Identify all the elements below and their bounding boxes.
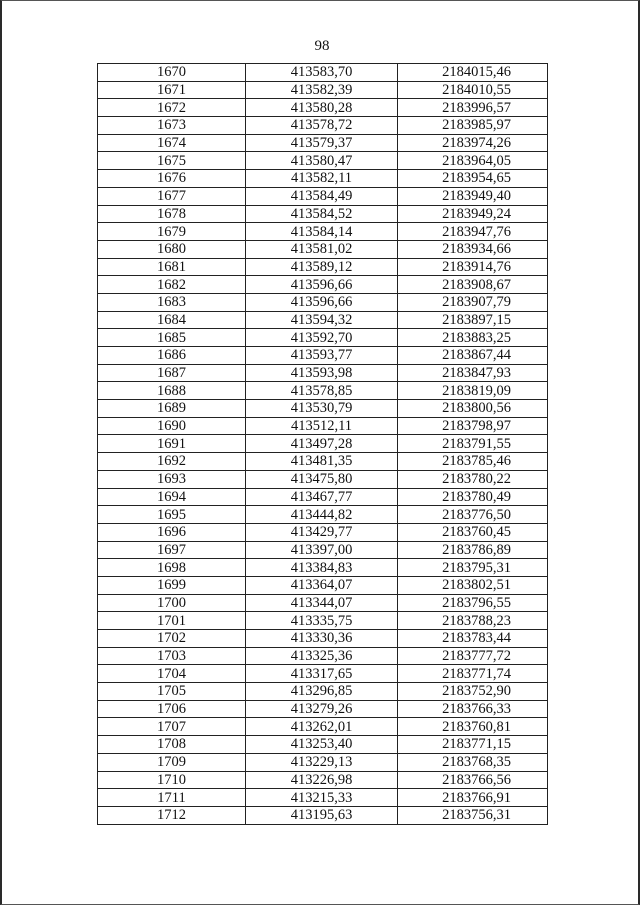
point-number-cell: 1701 bbox=[98, 612, 246, 630]
x-coordinate-cell: 413317,65 bbox=[246, 665, 398, 683]
y-coordinate-cell: 2183800,56 bbox=[398, 400, 548, 418]
x-coordinate-cell: 413582,11 bbox=[246, 170, 398, 188]
point-number-cell: 1703 bbox=[98, 647, 246, 665]
point-number-cell: 1677 bbox=[98, 187, 246, 205]
y-coordinate-cell: 2183974,26 bbox=[398, 134, 548, 152]
table-row bbox=[98, 64, 548, 82]
point-number-cell: 1681 bbox=[98, 258, 246, 276]
x-coordinate-cell: 413596,66 bbox=[246, 293, 398, 311]
point-number-cell: 1675 bbox=[98, 152, 246, 170]
x-coordinate-cell: 413593,77 bbox=[246, 347, 398, 365]
y-coordinate-cell: 2183766,91 bbox=[398, 789, 548, 807]
table-row bbox=[98, 612, 548, 630]
x-coordinate-cell: 413279,26 bbox=[246, 700, 398, 718]
x-coordinate-cell: 413584,52 bbox=[246, 205, 398, 223]
y-coordinate-cell: 2183760,45 bbox=[398, 523, 548, 541]
x-coordinate-cell: 413594,32 bbox=[246, 311, 398, 329]
table-row bbox=[98, 134, 548, 152]
x-coordinate-cell: 413384,83 bbox=[246, 559, 398, 577]
x-coordinate-cell: 413364,07 bbox=[246, 576, 398, 594]
x-coordinate-cell: 413229,13 bbox=[246, 753, 398, 771]
coordinates-table-body bbox=[98, 64, 548, 825]
point-number-cell: 1672 bbox=[98, 99, 246, 117]
x-coordinate-cell: 413467,77 bbox=[246, 488, 398, 506]
table-row bbox=[98, 718, 548, 736]
point-number-cell: 1695 bbox=[98, 506, 246, 524]
point-number-cell: 1706 bbox=[98, 700, 246, 718]
point-number-cell: 1712 bbox=[98, 806, 246, 824]
table-row bbox=[98, 594, 548, 612]
x-coordinate-cell: 413579,37 bbox=[246, 134, 398, 152]
y-coordinate-cell: 2183771,74 bbox=[398, 665, 548, 683]
x-coordinate-cell: 413344,07 bbox=[246, 594, 398, 612]
table-row bbox=[98, 417, 548, 435]
y-coordinate-cell: 2183796,55 bbox=[398, 594, 548, 612]
point-number-cell: 1670 bbox=[98, 64, 246, 82]
point-number-cell: 1700 bbox=[98, 594, 246, 612]
table-row bbox=[98, 293, 548, 311]
table-row bbox=[98, 453, 548, 471]
x-coordinate-cell: 413582,39 bbox=[246, 81, 398, 99]
point-number-cell: 1709 bbox=[98, 753, 246, 771]
point-number-cell: 1685 bbox=[98, 329, 246, 347]
y-coordinate-cell: 2183788,23 bbox=[398, 612, 548, 630]
y-coordinate-cell: 2183949,24 bbox=[398, 205, 548, 223]
x-coordinate-cell: 413325,36 bbox=[246, 647, 398, 665]
point-number-cell: 1699 bbox=[98, 576, 246, 594]
point-number-cell: 1683 bbox=[98, 293, 246, 311]
table-row bbox=[98, 347, 548, 365]
x-coordinate-cell: 413429,77 bbox=[246, 523, 398, 541]
x-coordinate-cell: 413226,98 bbox=[246, 771, 398, 789]
table-row bbox=[98, 665, 548, 683]
table-row bbox=[98, 506, 548, 524]
table-row bbox=[98, 630, 548, 648]
table-row bbox=[98, 488, 548, 506]
table-row bbox=[98, 329, 548, 347]
y-coordinate-cell: 2184010,55 bbox=[398, 81, 548, 99]
y-coordinate-cell: 2183954,65 bbox=[398, 170, 548, 188]
y-coordinate-cell: 2183908,67 bbox=[398, 276, 548, 294]
x-coordinate-cell: 413581,02 bbox=[246, 240, 398, 258]
point-number-cell: 1676 bbox=[98, 170, 246, 188]
x-coordinate-cell: 413397,00 bbox=[246, 541, 398, 559]
x-coordinate-cell: 413444,82 bbox=[246, 506, 398, 524]
point-number-cell: 1687 bbox=[98, 364, 246, 382]
x-coordinate-cell: 413578,72 bbox=[246, 117, 398, 135]
table-row bbox=[98, 435, 548, 453]
table-row bbox=[98, 258, 548, 276]
y-coordinate-cell: 2183780,22 bbox=[398, 470, 548, 488]
table-row bbox=[98, 700, 548, 718]
y-coordinate-cell: 2183777,72 bbox=[398, 647, 548, 665]
point-number-cell: 1686 bbox=[98, 347, 246, 365]
table-row bbox=[98, 187, 548, 205]
point-number-cell: 1708 bbox=[98, 736, 246, 754]
y-coordinate-cell: 2183771,15 bbox=[398, 736, 548, 754]
point-number-cell: 1684 bbox=[98, 311, 246, 329]
x-coordinate-cell: 413592,70 bbox=[246, 329, 398, 347]
point-number-cell: 1702 bbox=[98, 630, 246, 648]
x-coordinate-cell: 413497,28 bbox=[246, 435, 398, 453]
point-number-cell: 1688 bbox=[98, 382, 246, 400]
table-row bbox=[98, 81, 548, 99]
x-coordinate-cell: 413253,40 bbox=[246, 736, 398, 754]
x-coordinate-cell: 413584,49 bbox=[246, 187, 398, 205]
x-coordinate-cell: 413215,33 bbox=[246, 789, 398, 807]
table-row bbox=[98, 470, 548, 488]
point-number-cell: 1671 bbox=[98, 81, 246, 99]
y-coordinate-cell: 2183883,25 bbox=[398, 329, 548, 347]
x-coordinate-cell: 413335,75 bbox=[246, 612, 398, 630]
y-coordinate-cell: 2183752,90 bbox=[398, 683, 548, 701]
table-row bbox=[98, 205, 548, 223]
y-coordinate-cell: 2183783,44 bbox=[398, 630, 548, 648]
table-row bbox=[98, 541, 548, 559]
x-coordinate-cell: 413583,70 bbox=[246, 64, 398, 82]
table-row bbox=[98, 99, 548, 117]
y-coordinate-cell: 2184015,46 bbox=[398, 64, 548, 82]
table-row bbox=[98, 753, 548, 771]
y-coordinate-cell: 2183791,55 bbox=[398, 435, 548, 453]
y-coordinate-cell: 2183847,93 bbox=[398, 364, 548, 382]
point-number-cell: 1689 bbox=[98, 400, 246, 418]
point-number-cell: 1704 bbox=[98, 665, 246, 683]
x-coordinate-cell: 413512,11 bbox=[246, 417, 398, 435]
y-coordinate-cell: 2183996,57 bbox=[398, 99, 548, 117]
y-coordinate-cell: 2183897,15 bbox=[398, 311, 548, 329]
coordinates-table bbox=[97, 63, 548, 825]
page-number: 98 bbox=[314, 38, 330, 54]
table-row bbox=[98, 311, 548, 329]
x-coordinate-cell: 413481,35 bbox=[246, 453, 398, 471]
point-number-cell: 1673 bbox=[98, 117, 246, 135]
y-coordinate-cell: 2183985,97 bbox=[398, 117, 548, 135]
x-coordinate-cell: 413530,79 bbox=[246, 400, 398, 418]
y-coordinate-cell: 2183934,66 bbox=[398, 240, 548, 258]
point-number-cell: 1692 bbox=[98, 453, 246, 471]
x-coordinate-cell: 413593,98 bbox=[246, 364, 398, 382]
point-number-cell: 1682 bbox=[98, 276, 246, 294]
y-coordinate-cell: 2183768,35 bbox=[398, 753, 548, 771]
x-coordinate-cell: 413596,66 bbox=[246, 276, 398, 294]
x-coordinate-cell: 413580,28 bbox=[246, 99, 398, 117]
table-row bbox=[98, 647, 548, 665]
y-coordinate-cell: 2183766,33 bbox=[398, 700, 548, 718]
point-number-cell: 1707 bbox=[98, 718, 246, 736]
table-row bbox=[98, 523, 548, 541]
y-coordinate-cell: 2183776,50 bbox=[398, 506, 548, 524]
point-number-cell: 1711 bbox=[98, 789, 246, 807]
point-number-cell: 1680 bbox=[98, 240, 246, 258]
table-row bbox=[98, 170, 548, 188]
table-row bbox=[98, 223, 548, 241]
table-row bbox=[98, 576, 548, 594]
table-row bbox=[98, 789, 548, 807]
point-number-cell: 1678 bbox=[98, 205, 246, 223]
point-number-cell: 1679 bbox=[98, 223, 246, 241]
y-coordinate-cell: 2183766,56 bbox=[398, 771, 548, 789]
table-row bbox=[98, 276, 548, 294]
y-coordinate-cell: 2183780,49 bbox=[398, 488, 548, 506]
table-row bbox=[98, 364, 548, 382]
x-coordinate-cell: 413195,63 bbox=[246, 806, 398, 824]
x-coordinate-cell: 413578,85 bbox=[246, 382, 398, 400]
y-coordinate-cell: 2183907,79 bbox=[398, 293, 548, 311]
y-coordinate-cell: 2183756,31 bbox=[398, 806, 548, 824]
table-row bbox=[98, 806, 548, 824]
x-coordinate-cell: 413475,80 bbox=[246, 470, 398, 488]
x-coordinate-cell: 413580,47 bbox=[246, 152, 398, 170]
y-coordinate-cell: 2183964,05 bbox=[398, 152, 548, 170]
y-coordinate-cell: 2183802,51 bbox=[398, 576, 548, 594]
point-number-cell: 1698 bbox=[98, 559, 246, 577]
y-coordinate-cell: 2183798,97 bbox=[398, 417, 548, 435]
table-row bbox=[98, 683, 548, 701]
y-coordinate-cell: 2183785,46 bbox=[398, 453, 548, 471]
y-coordinate-cell: 2183867,44 bbox=[398, 347, 548, 365]
table-row bbox=[98, 771, 548, 789]
point-number-cell: 1694 bbox=[98, 488, 246, 506]
point-number-cell: 1705 bbox=[98, 683, 246, 701]
table-row bbox=[98, 117, 548, 135]
y-coordinate-cell: 2183914,76 bbox=[398, 258, 548, 276]
y-coordinate-cell: 2183947,76 bbox=[398, 223, 548, 241]
table-row bbox=[98, 152, 548, 170]
point-number-cell: 1674 bbox=[98, 134, 246, 152]
y-coordinate-cell: 2183795,31 bbox=[398, 559, 548, 577]
y-coordinate-cell: 2183760,81 bbox=[398, 718, 548, 736]
table-row bbox=[98, 559, 548, 577]
point-number-cell: 1691 bbox=[98, 435, 246, 453]
x-coordinate-cell: 413262,01 bbox=[246, 718, 398, 736]
x-coordinate-cell: 413330,36 bbox=[246, 630, 398, 648]
x-coordinate-cell: 413584,14 bbox=[246, 223, 398, 241]
y-coordinate-cell: 2183786,89 bbox=[398, 541, 548, 559]
point-number-cell: 1693 bbox=[98, 470, 246, 488]
x-coordinate-cell: 413589,12 bbox=[246, 258, 398, 276]
y-coordinate-cell: 2183949,40 bbox=[398, 187, 548, 205]
y-coordinate-cell: 2183819,09 bbox=[398, 382, 548, 400]
table-row bbox=[98, 400, 548, 418]
point-number-cell: 1696 bbox=[98, 523, 246, 541]
table-row bbox=[98, 240, 548, 258]
x-coordinate-cell: 413296,85 bbox=[246, 683, 398, 701]
point-number-cell: 1710 bbox=[98, 771, 246, 789]
table-row bbox=[98, 736, 548, 754]
point-number-cell: 1697 bbox=[98, 541, 246, 559]
point-number-cell: 1690 bbox=[98, 417, 246, 435]
table-row bbox=[98, 382, 548, 400]
